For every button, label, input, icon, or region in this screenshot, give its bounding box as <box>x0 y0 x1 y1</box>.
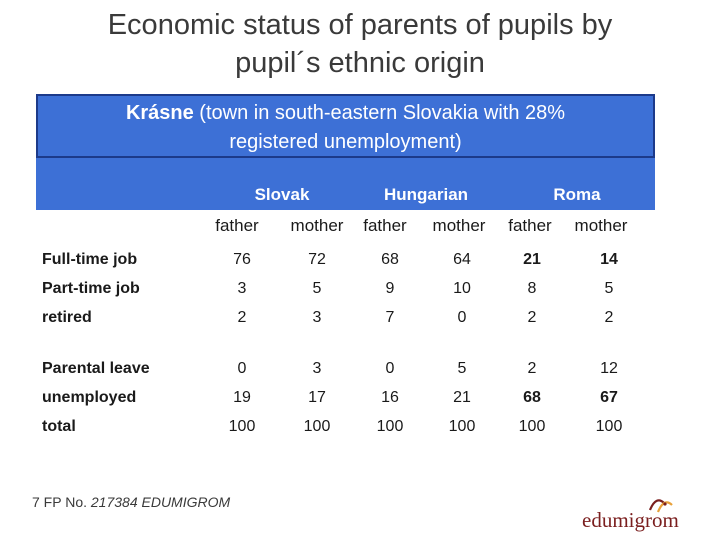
page-title <box>0 6 720 82</box>
row-label: Full-time job <box>42 251 138 268</box>
footer-citation <box>32 494 230 510</box>
row-label: total <box>42 418 76 435</box>
title-line-2: pupil´s ethnic origin <box>235 47 485 79</box>
table-cell: 19 <box>233 389 251 406</box>
table-cell: 2 <box>527 360 537 377</box>
table-cell: 3 <box>312 360 322 377</box>
table-cell: 100 <box>228 418 256 435</box>
table-cell: 0 <box>237 360 247 377</box>
table-cell: 21 <box>453 389 471 406</box>
banner-line-1-rest: (town in south-eastern Slovakia with 28% <box>193 102 566 124</box>
table-cell: 64 <box>453 251 471 268</box>
group-header-hungarian: Hungarian <box>383 185 469 204</box>
table-cell: 5 <box>312 280 322 297</box>
table-row <box>0 414 720 442</box>
footer-prefix: 7 FP No. <box>32 494 91 510</box>
title-line-1: Economic status of parents of pupils by <box>107 9 613 41</box>
table-row <box>0 385 720 413</box>
logo-text: edumigrom <box>582 508 679 532</box>
banner-line-2: registered unemployment) <box>229 131 462 153</box>
table-cell: 68 <box>523 389 541 406</box>
table-cell: 100 <box>448 418 476 435</box>
subheader-slovak-father: father <box>215 216 259 235</box>
edumigrom-logo <box>582 494 712 540</box>
group-header-roma: Roma <box>553 185 601 204</box>
table-cell: 3 <box>312 309 322 326</box>
table-row <box>0 305 720 333</box>
table-cell: 68 <box>381 251 399 268</box>
table-cell: 2 <box>237 309 247 326</box>
table-cell: 7 <box>385 309 395 326</box>
footer-project: 217384 EDUMIGROM <box>90 494 231 510</box>
subheader-hungarian-father: father <box>363 216 407 235</box>
subheader-roma-mother: mother <box>574 216 628 235</box>
table-cell: 5 <box>604 280 614 297</box>
table-cell: 100 <box>595 418 623 435</box>
table-cell: 10 <box>453 280 471 297</box>
table-cell: 100 <box>518 418 546 435</box>
group-header-slovak: Slovak <box>254 185 310 204</box>
table-cell: 72 <box>308 251 326 268</box>
table-cell: 100 <box>376 418 404 435</box>
subheader-slovak-mother: mother <box>290 216 344 235</box>
table-cell: 3 <box>237 280 247 297</box>
subheader-hungarian-mother: mother <box>432 216 486 235</box>
table-cell: 14 <box>600 251 618 268</box>
banner-place: Krásne <box>125 102 194 124</box>
row-label: Part-time job <box>42 280 140 297</box>
table-row <box>0 356 720 384</box>
row-label: Parental leave <box>42 360 150 377</box>
table-cell: 12 <box>600 360 618 377</box>
table-cell: 76 <box>233 251 251 268</box>
row-label: retired <box>42 309 92 326</box>
table-cell: 67 <box>600 389 618 406</box>
table-cell: 0 <box>457 309 467 326</box>
table-cell: 16 <box>381 389 399 406</box>
table-cell: 5 <box>457 360 467 377</box>
table-row <box>0 247 720 275</box>
table-cell: 0 <box>385 360 395 377</box>
table-cell: 100 <box>303 418 331 435</box>
banner-line-1 <box>38 99 653 128</box>
table-cell: 9 <box>385 280 395 297</box>
table-cell: 2 <box>527 309 537 326</box>
table-cell: 17 <box>308 389 326 406</box>
table-cell: 2 <box>604 309 614 326</box>
table-cell: 8 <box>527 280 537 297</box>
table-row <box>0 276 720 304</box>
table-cell: 21 <box>523 251 541 268</box>
row-label: unemployed <box>42 389 137 406</box>
subheader-roma-father: father <box>508 216 552 235</box>
table-banner <box>36 94 655 158</box>
